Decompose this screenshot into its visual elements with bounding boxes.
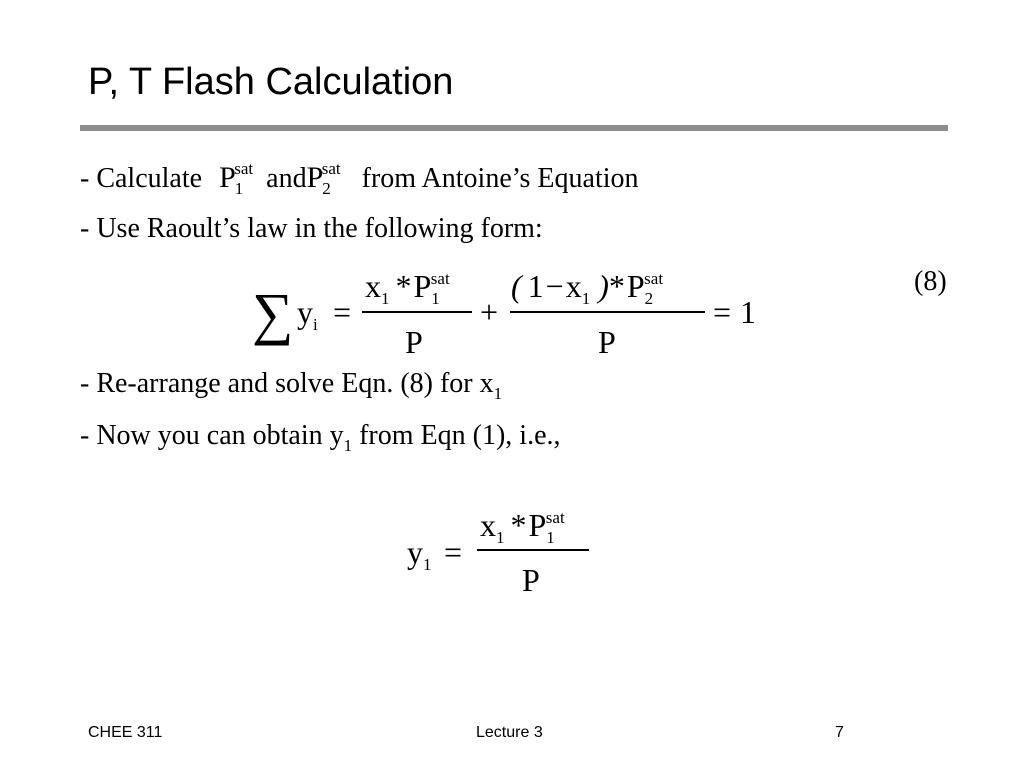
numerator-2: ( $1-x_1$ )$*P_2^{sat}$ [511, 268, 664, 308]
summation-symbol: ∑ [252, 281, 294, 346]
plus-sign: + [480, 294, 499, 330]
title-divider [80, 125, 948, 131]
footer-course: CHEE 311 [88, 724, 163, 741]
denominator: P [522, 562, 540, 598]
bullet-obtain-y1: - Now you can obtain $y_1$ from Eqn (1), i.e., [80, 420, 561, 455]
equals-sign: = [333, 294, 352, 330]
equation-number-8: (8) [914, 266, 947, 297]
denominator-2: P [598, 324, 616, 360]
equals-sign: = [713, 294, 732, 330]
footer-lecture: Lecture 3 [476, 724, 543, 741]
bullet-calculate-psat [80, 160, 639, 200]
bullet-solve-eqn8: - Re-arrange and solve Eqn. (8) for $x_1$ [80, 368, 503, 403]
bullet-raoults-law: - Use Raoult’s law in the following form: [80, 213, 543, 244]
numerator-1: $x_1$ $*P_1^{sat}$ [365, 268, 450, 308]
fraction-bar-2 [510, 311, 705, 313]
footer-page-number: 7 [835, 724, 844, 741]
p1-symbol: $P_1^{sat}$ [219, 159, 254, 198]
and-text: and [266, 163, 307, 194]
p2-symbol: $P_2^{sat}$ [306, 159, 341, 198]
bullet-text: - Calculate [80, 163, 203, 194]
equals-sign: = [444, 534, 463, 570]
numerator: $x_1$ $*P_1^{sat}$ [480, 507, 565, 547]
slide-title: P, T Flash Calculation [88, 61, 454, 103]
fraction-bar [477, 549, 589, 551]
y-1: $y_1$ [407, 534, 432, 574]
rhs-one: 1 [740, 294, 756, 330]
denominator-1: P [405, 324, 423, 360]
bullet-text: from Antoine’s Equation [361, 163, 639, 194]
y-i: $y_i$ [297, 294, 318, 334]
fraction-bar-1 [362, 311, 472, 313]
